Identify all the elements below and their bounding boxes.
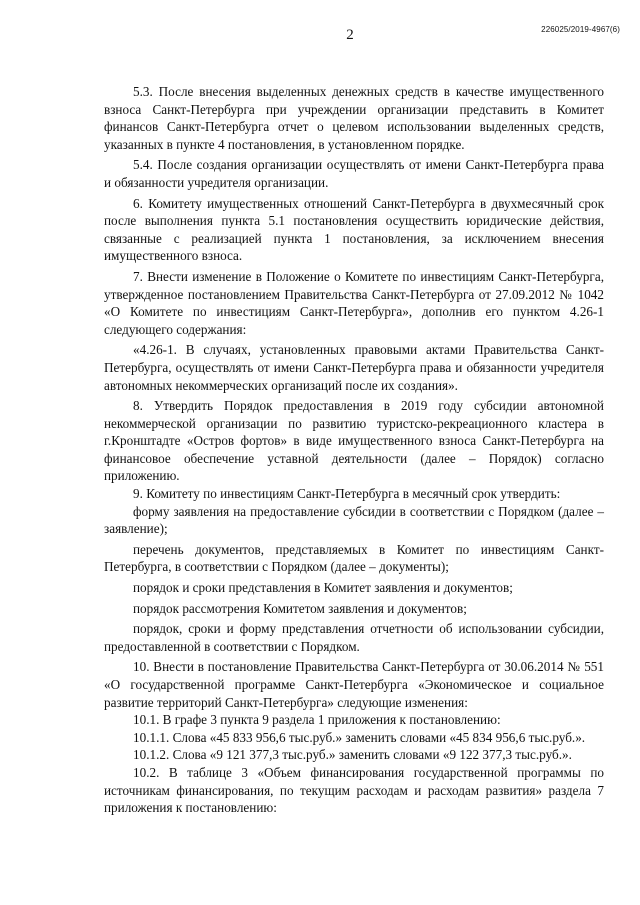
list-item-reporting-procedure: порядок, сроки и форму представления отчетности об использовании субсидии, предоставленной в соответствии с Порядком. — [104, 621, 604, 654]
list-item-submission-procedure: порядок и сроки представления в Комитет заявления и документов; — [133, 580, 513, 596]
page-number: 2 — [346, 27, 354, 43]
document-body — [104, 83, 604, 817]
paragraph-5-4: 5.4. После создания организации осуществлять от имени Санкт-Петербурга права и обязанности учредителя организации. — [104, 157, 604, 190]
paragraph-10-1: 10.1. В графе 3 пункта 9 раздела 1 приложения к постановлению: — [133, 712, 501, 728]
list-item-review-procedure: порядок рассмотрения Комитетом заявления и документов; — [133, 600, 467, 616]
paragraph-7: 7. Внести изменение в Положение о Комитете по инвестициям Санкт-Петербурга, утвержденное постановлением Правительства Санкт-Петербурга от 27.09.2012 № 1042 «О Комитете по инвестициям Санкт-Петербурга», дополнив его пунктом 4.26-1 следующего содержания: — [104, 268, 604, 337]
paragraph-10-2: 10.2. В таблице 3 «Объем финансирования государственной программы по источникам финансирования, по текущим расходам и расходам развития» раздела 7 приложения к постановлению: — [104, 764, 604, 816]
paragraph-10-1-2: 10.1.2. Слова «9 121 377,3 тыс.руб.» заменить словами «9 122 377,3 тыс.руб.». — [133, 747, 572, 763]
paragraph-4-26-1-quote: «4.26-1. В случаях, установленных правовыми актами Правительства Санкт-Петербурга, осуществлять от имени Санкт-Петербурга права и обязанности учредителя автономных некоммерческих организаций после их создания». — [104, 342, 604, 393]
paragraph-10-1-1: 10.1.1. Слова «45 833 956,6 тыс.руб.» заменить словами «45 834 956,6 тыс.руб.». — [133, 729, 586, 745]
paragraph-5-3: 5.3. После внесения выделенных денежных средств в качестве имущественного взноса Санкт-Петербурга при учреждении организации представить в Комитет финансов Санкт-Петербурга отчет о целевом использовании выделенных средств, указанных в пункте 4 постановления, в установленном порядке. — [104, 84, 604, 152]
paragraph-6: 6. Комитету имущественных отношений Санкт-Петербурга в двухмесячный срок после выполнения пункта 5.1 постановления осуществить юридические действия, связанные с реализацией пункта 1 постановления, за исключением внесения имущественного взноса. — [104, 195, 604, 264]
document-registration-number: 226025/2019-4967(6) — [541, 25, 620, 34]
paragraph-9: 9. Комитету по инвестициям Санкт-Петербурга в месячный срок утвердить: — [133, 486, 561, 502]
paragraph-10: 10. Внести в постановление Правительства Санкт-Петербурга от 30.06.2014 № 551 «О государственной программе Санкт-Петербурга «Экономическое и социальное развитие территорий Санкт-Петербурга» следующие изменения: — [104, 659, 604, 710]
paragraph-8: 8. Утвердить Порядок предоставления в 2019 году субсидии автономной некоммерческой организации по развитию туристско-рекреационного кластера в г.Кронштадте «Остров фортов» в виде имущественного взноса Санкт-Петербурга на финансовое обеспечение уставной деятельности (далее – Порядок) согласно приложению. — [104, 398, 604, 484]
list-item-application-form: форму заявления на предоставление субсидии в соответствии с Порядком (далее – заявление); — [104, 503, 604, 537]
list-item-documents-list: перечень документов, представляемых в Комитет по инвестициям Санкт-Петербурга, в соответствии с Порядком (далее – документы); — [104, 541, 604, 575]
